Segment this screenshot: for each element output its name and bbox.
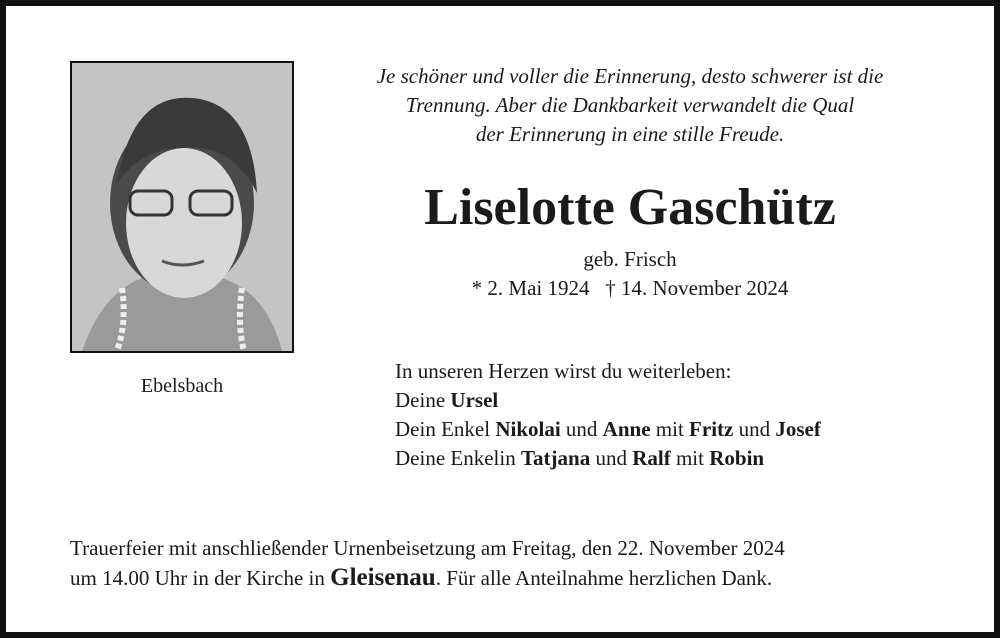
portrait-photo [70,61,294,353]
life-dates [330,245,930,303]
text: um 14.00 Uhr in der Kirche in [70,566,331,590]
funeral-line-2 [70,563,785,593]
hometown: Ebelsbach [140,375,224,397]
memorial-quote [310,62,950,149]
funeral-town: Gleisenau [330,564,436,591]
survivor-name: Anne [602,417,651,441]
text: und [590,446,633,470]
survivor-name: Nikolai [495,417,561,441]
survivor-name: Fritz [689,417,734,441]
text: Deine [395,388,451,412]
text: und [733,417,776,441]
funeral-line-1: Trauerfeier mit anschließender Urnenbeisetzung am Freitag, den 22. November 2024 [70,536,785,560]
survivor-line [395,415,821,444]
survivor-name: Robin [709,446,765,470]
survivor-name: Josef [775,417,821,441]
survivor-name: Ralf [632,446,671,470]
deceased-name: Liselotte Gaschütz [424,179,836,236]
text: Deine Enkelin [395,446,521,470]
maiden-name: geb. Frisch [583,247,677,271]
text: Dein Enkel [395,417,496,441]
text: mit [650,417,690,441]
text: mit [670,446,710,470]
survivor-name: Ursel [450,388,499,412]
text: und [560,417,603,441]
funeral-info [70,533,785,593]
text: . Für alle Anteilnahme herzlichen Dank. [435,566,773,590]
survivor-line [395,386,821,415]
quote-line: Je schöner und voller die Erinnerung, desto schwerer ist die [376,64,884,88]
death-date: † 14. November 2024 [605,276,789,300]
survivor-line [395,444,821,473]
survivors-list [395,357,821,473]
quote-line: Trennung. Aber die Dankbarkeit verwandelt die Qual [405,93,855,117]
birth-date: * 2. Mai 1924 [471,276,590,300]
survivor-name: Tatjana [520,446,591,470]
survivors-intro: In unseren Herzen wirst du weiterleben: [395,359,732,383]
quote-line: der Erinnerung in eine stille Freude. [475,122,785,146]
